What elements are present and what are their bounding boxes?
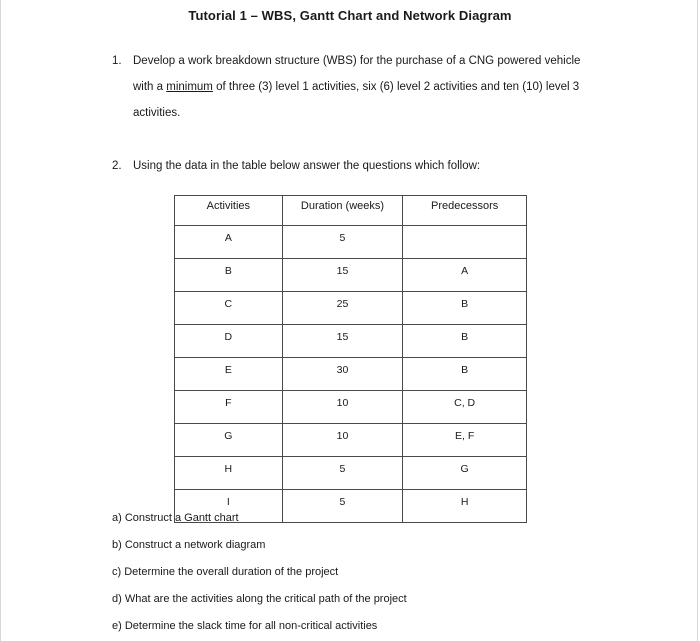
duration-cell: 25 — [282, 292, 403, 325]
activity-cell: E — [175, 358, 283, 391]
header-activities: Activities — [175, 196, 283, 226]
subquestion-a: a) Construct a Gantt chart — [112, 512, 239, 524]
question-1-line-3: activities. — [133, 107, 181, 119]
question-1 — [112, 55, 632, 135]
duration-cell: 5 — [282, 490, 403, 523]
subquestion-e: e) Determine the slack time for all non-critical activities — [112, 620, 378, 632]
predecessor-cell: E, F — [403, 424, 527, 457]
activity-cell: G — [175, 424, 283, 457]
duration-cell: 30 — [282, 358, 403, 391]
table-row — [175, 325, 527, 358]
duration-cell: 15 — [282, 325, 403, 358]
table-row — [175, 259, 527, 292]
subquestion-c: c) Determine the overall duration of the project — [112, 566, 339, 578]
predecessor-cell: H — [403, 490, 527, 523]
question-1-line-2-start: with a — [133, 81, 167, 93]
header-duration: Duration (weeks) — [282, 196, 403, 226]
table-header-row — [175, 196, 527, 226]
activity-cell: F — [175, 391, 283, 424]
table-row — [175, 358, 527, 391]
question-2 — [112, 160, 632, 176]
table-row — [175, 391, 527, 424]
page-left-edge — [0, 0, 1, 641]
minimum-underlined-word: minimum — [166, 81, 213, 93]
predecessor-cell — [403, 226, 527, 259]
page-right-edge — [697, 0, 698, 641]
table-row — [175, 424, 527, 457]
predecessor-cell: B — [403, 325, 527, 358]
header-predecessors: Predecessors — [403, 196, 527, 226]
activity-cell: B — [175, 259, 283, 292]
question-1-line-2-end: of three (3) level 1 activities, six (6) level 2 activities and ten (10) level 3 — [212, 81, 580, 93]
predecessor-cell: C, D — [403, 391, 527, 424]
question-2-text: Using the data in the table below answer the questions which follow: — [133, 160, 481, 172]
page-title: Tutorial 1 – WBS, Gantt Chart and Network Diagram — [188, 8, 512, 23]
predecessor-cell: G — [403, 457, 527, 490]
duration-cell: 5 — [282, 226, 403, 259]
predecessor-cell: A — [403, 259, 527, 292]
duration-cell: 5 — [282, 457, 403, 490]
question-2-number: 2. — [112, 160, 122, 172]
activity-cell: D — [175, 325, 283, 358]
table-row — [175, 292, 527, 325]
predecessor-cell: B — [403, 358, 527, 391]
activity-cell: I — [175, 490, 283, 523]
subquestion-d: d) What are the activities along the critical path of the project — [112, 593, 407, 605]
activity-cell: A — [175, 226, 283, 259]
question-1-line-1: Develop a work breakdown structure (WBS) for the purchase of a CNG powered vehicle — [133, 55, 581, 67]
table-row — [175, 226, 527, 259]
duration-cell: 15 — [282, 259, 403, 292]
activity-table — [174, 195, 527, 523]
duration-cell: 10 — [282, 391, 403, 424]
question-1-number: 1. — [112, 55, 122, 67]
activity-cell: C — [175, 292, 283, 325]
activity-cell: H — [175, 457, 283, 490]
table-row — [175, 457, 527, 490]
subquestion-b: b) Construct a network diagram — [112, 539, 266, 551]
predecessor-cell: B — [403, 292, 527, 325]
duration-cell: 10 — [282, 424, 403, 457]
question-1-line-2 — [133, 81, 579, 94]
